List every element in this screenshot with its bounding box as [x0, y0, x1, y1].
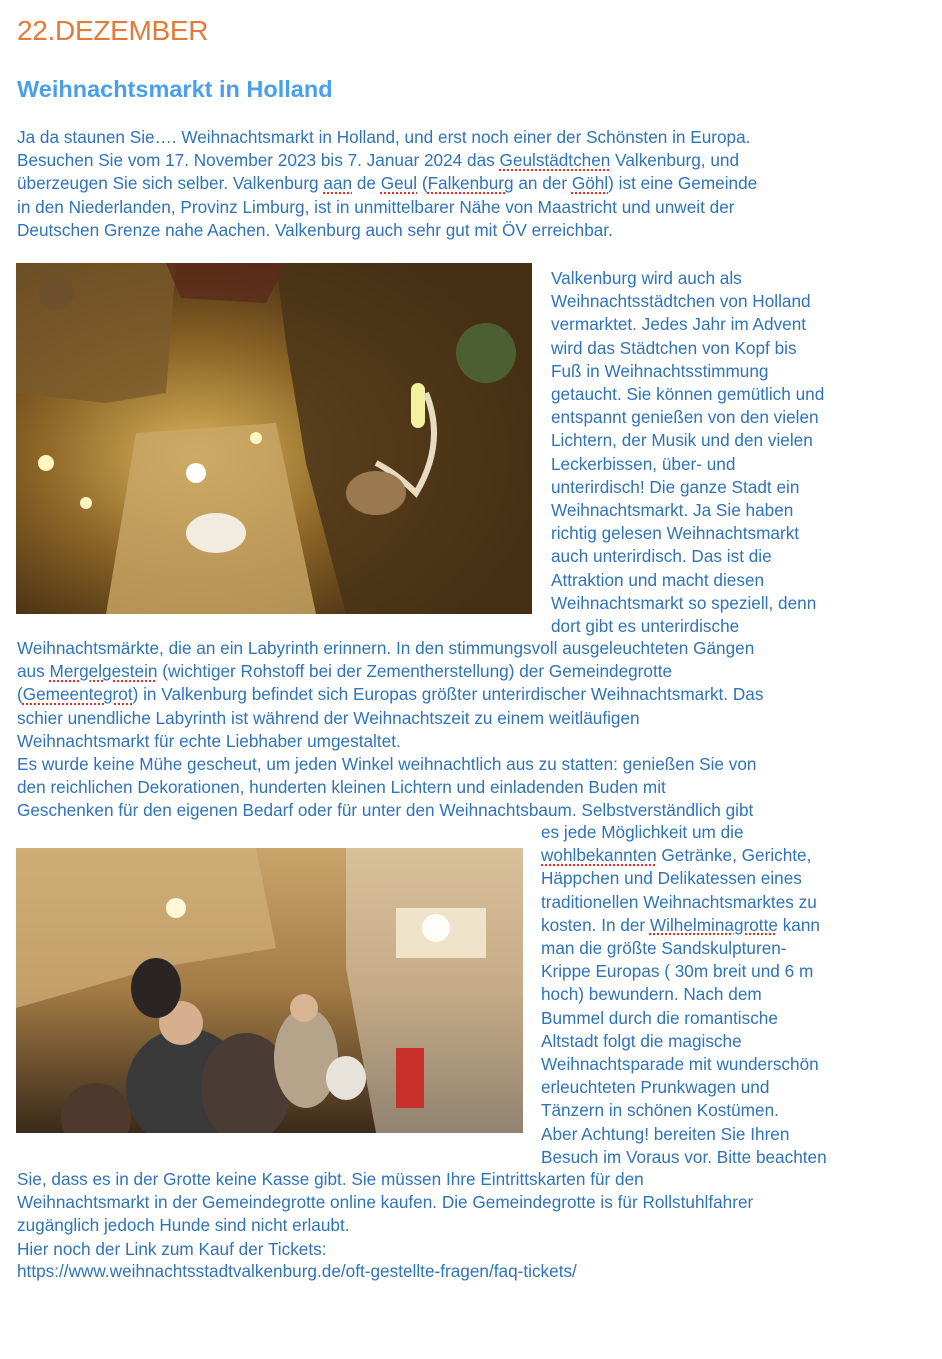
text-line: Attraktion und macht diesen: [551, 569, 765, 590]
side-paragraph-1: [551, 267, 824, 638]
text-line: man die größte Sandskulpturen-: [541, 938, 787, 959]
text-run: kann: [777, 914, 820, 935]
spellcheck-word: Geulstädtchen: [499, 150, 611, 171]
text-run: ) ist eine Gemeinde: [608, 173, 758, 194]
tickets-link[interactable]: https://www.weihnachtsstadtvalkenburg.de/oft-gestellte-fragen/faq-tickets/: [17, 1261, 577, 1281]
text-line: Leckerbissen, über- und: [551, 453, 736, 474]
article-title: Weihnachtsmarkt in Holland: [17, 76, 333, 102]
spellcheck-word: Mergelgestein: [49, 661, 158, 682]
text-line: [17, 683, 763, 706]
text-line: Geschenken für den eigenen Bedarf oder für unter den Weihnachtsbaum. Selbstverständlich gibt: [17, 800, 754, 821]
text-run: Valkenburg, und: [610, 150, 740, 171]
text-line: wird das Städtchen von Kopf bis: [551, 337, 797, 358]
text-line: Weihnachtsstädtchen von Holland: [551, 291, 811, 312]
date-heading: 22.DEZEMBER: [17, 15, 209, 46]
text-run: überzeugen Sie sich selber. Valkenburg: [17, 173, 324, 194]
spellcheck-word: Geul: [380, 173, 418, 194]
text-line: Tänzern in schönen Kostümen.: [541, 1100, 779, 1121]
text-line: Weihnachtsparade mit wunderschön: [541, 1054, 819, 1075]
text-line: Fuß in Weihnachtsstimmung: [551, 360, 769, 381]
text-line: Es wurde keine Mühe gescheut, um jeden Winkel weihnachtlich aus zu statten: genießen Sie von: [17, 754, 757, 775]
text-run: (: [17, 684, 23, 705]
text-line: Ja da staunen Sie…. Weihnachtsmarkt in Holland, und erst noch einer der Schönsten in Europa.: [17, 127, 751, 147]
text-run: an der: [513, 173, 572, 194]
text-line: auch unterirdisch. Das ist die: [551, 546, 772, 567]
body-paragraph-2: [17, 1168, 753, 1261]
text-line: [17, 149, 757, 172]
text-line: Weihnachtsmarkt für echte Liebhaber umgestaltet.: [17, 730, 401, 751]
grotto-market-photo: [16, 848, 523, 1133]
text-line: hoch) bewundern. Nach dem: [541, 984, 762, 1005]
text-line: Aber Achtung! bereiten Sie Ihren: [541, 1123, 790, 1144]
text-line: traditionellen Weihnachtsmarktes zu: [541, 891, 817, 912]
text-line: Weihnachtsmarkt so speziell, denn: [551, 592, 817, 613]
text-line: Valkenburg wird auch als: [551, 268, 742, 288]
text-line: Sie, dass es in der Grotte keine Kasse gibt. Sie müssen Ihre Eintrittskarten für den: [17, 1169, 644, 1189]
spellcheck-word: Gemeentegrot: [22, 684, 133, 705]
text-line: es jede Möglichkeit um die: [541, 822, 744, 842]
text-run: (: [417, 173, 428, 194]
spellcheck-word: Falkenburg: [427, 173, 514, 194]
text-line: in den Niederlanden, Provinz Limburg, ist in unmittelbarer Nähe von Maastricht und unweit der: [17, 196, 735, 217]
cave-market-photo: [16, 263, 532, 614]
text-line: getaucht. Sie können gemütlich und: [551, 384, 825, 405]
spellcheck-word: Göhl: [571, 173, 609, 194]
text-line: vermarktet. Jedes Jahr im Advent: [551, 314, 807, 335]
text-line: [17, 660, 763, 683]
text-run: Getränke, Gerichte,: [656, 845, 812, 866]
text-line: erleuchteten Prunkwagen und: [541, 1077, 770, 1098]
text-line: Weihnachtsmarkt in der Gemeindegrotte online kaufen. Die Gemeindegrotte is für Rollstuhlfahrer: [17, 1192, 754, 1213]
text-line: [541, 914, 827, 937]
side-paragraph-2: [541, 821, 827, 1169]
text-line: Altstadt folgt die magische: [541, 1030, 742, 1051]
text-run: Besuchen Sie vom 17. November 2023 bis 7. Januar 2024 das: [17, 150, 500, 171]
text-line: Lichtern, der Musik und den vielen: [551, 430, 813, 451]
text-run: ) in Valkenburg befindet sich Europas größter unterirdischer Weihnachtsmarkt. Das: [132, 684, 764, 705]
text-line: dort gibt es unterirdische: [551, 616, 740, 637]
text-line: den reichlichen Dekorationen, hunderten kleinen Lichtern und einladenden Buden mit: [17, 777, 666, 798]
text-line: Krippe Europas ( 30m breit und 6 m: [541, 961, 814, 982]
text-line: Besuch im Voraus vor. Bitte beachten: [541, 1146, 827, 1167]
text-run: aus: [17, 661, 50, 682]
text-line: unterirdisch! Die ganze Stadt ein: [551, 476, 800, 497]
text-line: richtig gelesen Weihnachtsmarkt: [551, 523, 800, 544]
text-line: [17, 172, 757, 195]
body-paragraph-1: [17, 637, 763, 823]
spellcheck-word: wohlbekannten: [541, 845, 657, 866]
text-line: Weihnachtsmarkt. Ja Sie haben: [551, 500, 794, 521]
text-line: entspannt genießen von den vielen: [551, 407, 819, 428]
text-run: kosten. In der: [541, 914, 650, 935]
spellcheck-word: aan: [323, 173, 353, 194]
text-line: Deutschen Grenze nahe Aachen. Valkenburg auch sehr gut mit ÖV erreichbar.: [17, 219, 613, 240]
text-line: Weihnachtsmärkte, die an ein Labyrinth erinnern. In den stimmungsvoll ausgeleuchteten Gängen: [17, 638, 755, 658]
text-line: Hier noch der Link zum Kauf der Tickets:: [17, 1238, 327, 1259]
text-line: Häppchen und Delikatessen eines: [541, 868, 802, 889]
text-line: Bummel durch die romantische: [541, 1007, 778, 1028]
text-line: schier unendliche Labyrinth ist während der Weihnachtszeit zu einem weitläufigen: [17, 707, 640, 728]
text-run: (wichtiger Rohstoff bei der Zementherstellung) der Gemeindegrotte: [157, 661, 673, 682]
intro-paragraph: [17, 126, 757, 242]
text-run: de: [352, 173, 381, 194]
text-line: [541, 844, 827, 867]
text-line: zugänglich jedoch Hunde sind nicht erlaubt.: [17, 1215, 350, 1236]
spellcheck-word: Wilhelminagrotte: [649, 914, 778, 935]
